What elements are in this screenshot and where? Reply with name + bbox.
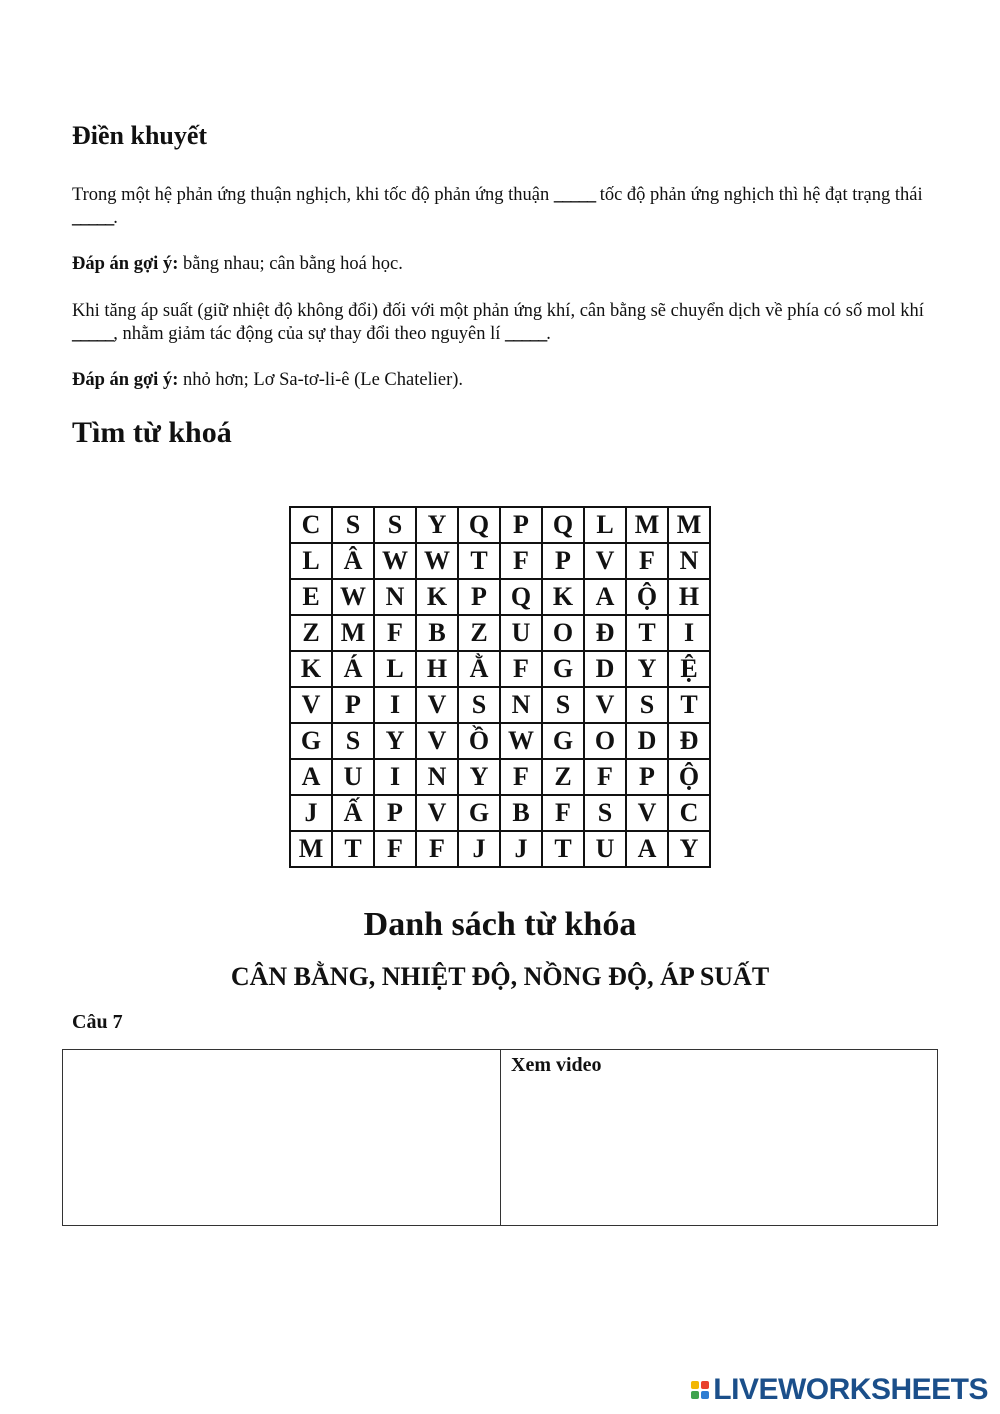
grid-cell[interactable]: J xyxy=(500,831,542,867)
grid-cell[interactable]: V xyxy=(626,795,668,831)
blank-2[interactable]: _____ xyxy=(72,208,114,228)
grid-cell[interactable]: J xyxy=(290,795,332,831)
grid-row xyxy=(290,579,710,615)
answer-label: Đáp án gợi ý: xyxy=(72,254,179,274)
grid-cell[interactable]: F xyxy=(374,831,416,867)
grid-cell[interactable]: F xyxy=(626,543,668,579)
grid-cell[interactable]: L xyxy=(584,507,626,543)
section-title-word-search: Tìm từ khoá xyxy=(72,416,232,449)
grid-cell[interactable]: Z xyxy=(542,759,584,795)
q1-text-3: . xyxy=(113,208,118,228)
grid-cell[interactable]: P xyxy=(458,579,500,615)
grid-cell[interactable]: W xyxy=(500,723,542,759)
grid-cell[interactable]: M xyxy=(668,507,710,543)
grid-cell[interactable]: F xyxy=(500,651,542,687)
grid-cell[interactable]: V xyxy=(416,687,458,723)
fill-question-1 xyxy=(72,184,932,230)
grid-cell[interactable]: A xyxy=(626,831,668,867)
grid-cell[interactable]: L xyxy=(290,543,332,579)
grid-cell[interactable]: B xyxy=(416,615,458,651)
watch-video-label[interactable]: Xem video xyxy=(511,1054,602,1076)
grid-cell[interactable]: M xyxy=(626,507,668,543)
grid-cell[interactable]: S xyxy=(542,687,584,723)
grid-cell[interactable]: P xyxy=(500,507,542,543)
answer-hint-1 xyxy=(72,253,932,276)
question-7-box xyxy=(62,1049,938,1226)
grid-cell[interactable]: Ộ xyxy=(668,759,710,795)
answer-text: bằng nhau; cân bằng hoá học. xyxy=(178,254,403,274)
grid-cell[interactable]: K xyxy=(542,579,584,615)
grid-cell[interactable]: S xyxy=(332,507,374,543)
grid-cell[interactable]: Y xyxy=(458,759,500,795)
logo-text: LIVEWORKSHEETS xyxy=(713,1373,988,1406)
grid-cell[interactable]: F xyxy=(542,795,584,831)
grid-cell[interactable]: I xyxy=(374,687,416,723)
grid-cell[interactable]: A xyxy=(290,759,332,795)
grid-cell[interactable]: C xyxy=(290,507,332,543)
grid-cell[interactable]: Ệ xyxy=(668,651,710,687)
grid-cell[interactable]: U xyxy=(332,759,374,795)
grid-cell[interactable]: N xyxy=(416,759,458,795)
grid-cell[interactable]: J xyxy=(458,831,500,867)
grid-cell[interactable]: G xyxy=(290,723,332,759)
grid-cell[interactable]: Q xyxy=(458,507,500,543)
grid-cell[interactable]: Đ xyxy=(668,723,710,759)
grid-cell[interactable]: F xyxy=(374,615,416,651)
grid-row xyxy=(290,795,710,831)
question-7-label: Câu 7 xyxy=(72,1011,123,1033)
grid-cell[interactable]: T xyxy=(332,831,374,867)
grid-cell[interactable]: M xyxy=(290,831,332,867)
logo-blocks-icon xyxy=(691,1381,709,1399)
answer-hint-2 xyxy=(72,369,932,392)
grid-cell[interactable]: I xyxy=(668,615,710,651)
grid-cell[interactable]: Z xyxy=(458,615,500,651)
grid-cell[interactable]: S xyxy=(584,795,626,831)
grid-cell[interactable]: D xyxy=(626,723,668,759)
grid-cell[interactable]: L xyxy=(374,651,416,687)
grid-cell[interactable]: I xyxy=(374,759,416,795)
question-7-left-cell[interactable] xyxy=(63,1050,501,1225)
logo-block xyxy=(701,1381,709,1389)
grid-cell[interactable]: T xyxy=(626,615,668,651)
grid-row xyxy=(290,507,710,543)
fill-question-2 xyxy=(72,300,932,346)
grid-cell[interactable]: F xyxy=(416,831,458,867)
grid-cell[interactable]: G xyxy=(542,723,584,759)
q2-text-2: , nhằm giảm tác động của sự thay đổi theo nguyên lí xyxy=(113,324,506,344)
grid-cell[interactable]: F xyxy=(500,759,542,795)
q2-text-1: Khi tăng áp suất (giữ nhiệt độ không đổi) đối với một phản ứng khí, cân bằng sẽ chuyển dịch về phía có số mol khí xyxy=(72,301,924,321)
grid-cell[interactable]: S xyxy=(374,507,416,543)
grid-cell[interactable]: O xyxy=(542,615,584,651)
grid-cell[interactable]: C xyxy=(668,795,710,831)
grid-cell[interactable]: A xyxy=(584,579,626,615)
grid-cell[interactable]: Ộ xyxy=(626,579,668,615)
grid-cell[interactable]: Z xyxy=(290,615,332,651)
grid-cell[interactable]: V xyxy=(290,687,332,723)
grid-cell[interactable]: E xyxy=(290,579,332,615)
grid-cell[interactable]: Ấ xyxy=(332,795,374,831)
grid-row xyxy=(290,831,710,867)
grid-cell[interactable]: U xyxy=(500,615,542,651)
grid-cell[interactable]: N xyxy=(668,543,710,579)
grid-cell[interactable]: Q xyxy=(542,507,584,543)
grid-row xyxy=(290,723,710,759)
grid-cell[interactable]: M xyxy=(332,615,374,651)
grid-cell[interactable]: W xyxy=(332,579,374,615)
grid-cell[interactable]: H xyxy=(668,579,710,615)
grid-cell[interactable]: S xyxy=(626,687,668,723)
grid-cell[interactable]: Y xyxy=(626,651,668,687)
grid-cell[interactable]: Y xyxy=(416,507,458,543)
logo-block xyxy=(691,1381,699,1389)
grid-row xyxy=(290,759,710,795)
grid-cell[interactable]: F xyxy=(500,543,542,579)
grid-cell[interactable]: T xyxy=(668,687,710,723)
grid-cell[interactable]: N xyxy=(374,579,416,615)
grid-cell[interactable]: V xyxy=(584,687,626,723)
blank-1[interactable]: _____ xyxy=(553,185,596,205)
word-search-grid xyxy=(289,506,711,868)
q2-text-3: . xyxy=(546,324,551,344)
logo-block xyxy=(701,1391,709,1399)
grid-cell[interactable]: P xyxy=(374,795,416,831)
question-7-video-cell[interactable] xyxy=(501,1050,937,1225)
keyword-list: CÂN BẰNG, NHIỆT ĐỘ, NỒNG ĐỘ, ÁP SUẤT xyxy=(230,962,770,991)
keyword-list-title: Danh sách từ khóa xyxy=(363,906,637,943)
section-title-fill-in: Điền khuyết xyxy=(72,121,208,150)
liveworksheets-logo xyxy=(691,1373,988,1407)
grid-cell[interactable]: Đ xyxy=(584,615,626,651)
grid-cell[interactable]: T xyxy=(542,831,584,867)
grid-cell[interactable]: G xyxy=(458,795,500,831)
grid-cell[interactable]: P xyxy=(626,759,668,795)
grid-cell[interactable]: D xyxy=(584,651,626,687)
answer-label: Đáp án gợi ý: xyxy=(72,370,179,390)
blank-4[interactable]: _____ xyxy=(505,324,547,344)
blank-3[interactable]: _____ xyxy=(72,324,114,344)
grid-cell[interactable]: T xyxy=(458,543,500,579)
grid-cell[interactable]: H xyxy=(416,651,458,687)
grid-row xyxy=(290,615,710,651)
q1-text-2: tốc độ phản ứng nghịch thì hệ đạt trạng thái xyxy=(595,185,923,205)
grid-cell[interactable]: Ồ xyxy=(458,723,500,759)
grid-cell[interactable]: Q xyxy=(500,579,542,615)
grid-row xyxy=(290,651,710,687)
grid-cell[interactable]: W xyxy=(416,543,458,579)
grid-cell[interactable]: V xyxy=(416,795,458,831)
grid-cell[interactable]: Ằ xyxy=(458,651,500,687)
q1-text-1: Trong một hệ phản ứng thuận nghịch, khi tốc độ phản ứng thuận xyxy=(72,185,554,205)
grid-cell[interactable]: N xyxy=(500,687,542,723)
grid-cell[interactable]: V xyxy=(416,723,458,759)
grid-cell[interactable]: Á xyxy=(332,651,374,687)
logo-block xyxy=(691,1391,699,1399)
grid-cell[interactable]: V xyxy=(584,543,626,579)
grid-cell[interactable]: P xyxy=(542,543,584,579)
grid-cell[interactable]: Y xyxy=(374,723,416,759)
grid-cell[interactable]: B xyxy=(500,795,542,831)
grid-cell[interactable]: K xyxy=(416,579,458,615)
grid-cell[interactable]: F xyxy=(584,759,626,795)
grid-cell[interactable]: O xyxy=(584,723,626,759)
grid-cell[interactable]: S xyxy=(332,723,374,759)
grid-cell[interactable]: U xyxy=(584,831,626,867)
grid-cell[interactable]: S xyxy=(458,687,500,723)
grid-row xyxy=(290,543,710,579)
grid-cell[interactable]: P xyxy=(332,687,374,723)
grid-cell[interactable]: G xyxy=(542,651,584,687)
grid-row xyxy=(290,687,710,723)
grid-cell[interactable]: W xyxy=(374,543,416,579)
answer-text: nhỏ hơn; Lơ Sa-tơ-li-ê (Le Chatelier). xyxy=(178,370,464,390)
grid-cell[interactable]: Y xyxy=(668,831,710,867)
grid-cell[interactable]: K xyxy=(290,651,332,687)
grid-cell[interactable]: Â xyxy=(332,543,374,579)
